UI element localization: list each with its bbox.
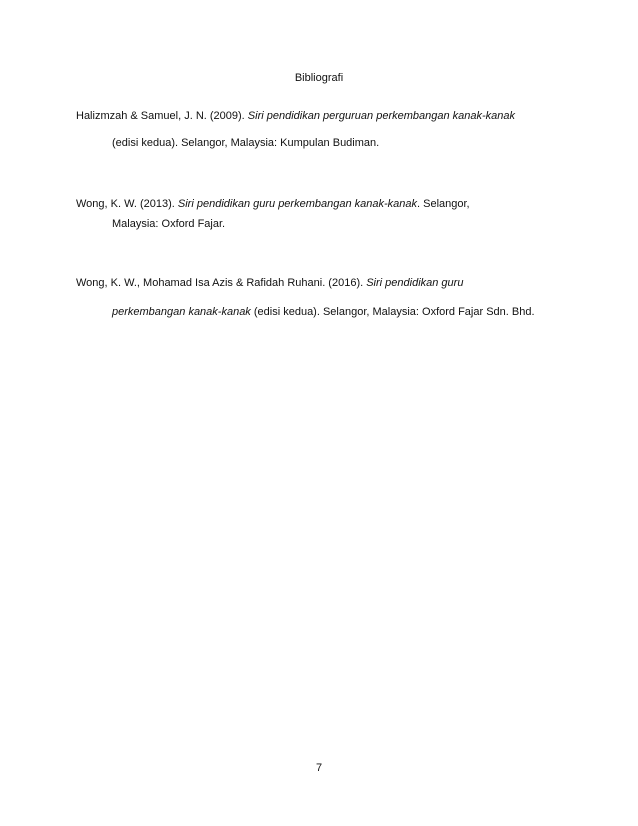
reference-1-authors: Halizmzah & Samuel, J. N. (2009). (76, 110, 248, 122)
reference-1-line-1 (76, 109, 515, 123)
reference-2-authors: Wong, K. W. (2013). (76, 198, 178, 210)
reference-3-title-part-1: Siri pendidikan guru (366, 277, 464, 289)
reference-1-line-2 (112, 136, 379, 150)
reference-2-publication: Malaysia: Oxford Fajar. (112, 218, 226, 230)
reference-3-authors: Wong, K. W., Mohamad Isa Azis & Rafidah Ruhani. (2016). (76, 277, 367, 289)
reference-1-title: Siri pendidikan perguruan perkembangan kanak-kanak (247, 110, 516, 122)
reference-2-location: . Selangor, (417, 198, 470, 210)
reference-3-publication: (edisi kedua). Selangor, Malaysia: Oxford Fajar Sdn. Bhd. (250, 306, 535, 318)
reference-1-publication: (edisi kedua). Selangor, Malaysia: Kumpulan Budiman. (112, 137, 380, 149)
reference-3-title-part-2: perkembangan kanak-kanak (112, 306, 251, 318)
reference-2-line-2 (112, 217, 225, 231)
reference-3-line-1 (76, 276, 463, 290)
page-number: 7 (315, 762, 323, 774)
reference-2-title: Siri pendidikan guru perkembangan kanak-kanak (177, 198, 418, 210)
reference-2-line-1 (76, 197, 470, 211)
bibliography-heading: Bibliografi (294, 72, 344, 84)
reference-3-line-2 (112, 305, 535, 319)
